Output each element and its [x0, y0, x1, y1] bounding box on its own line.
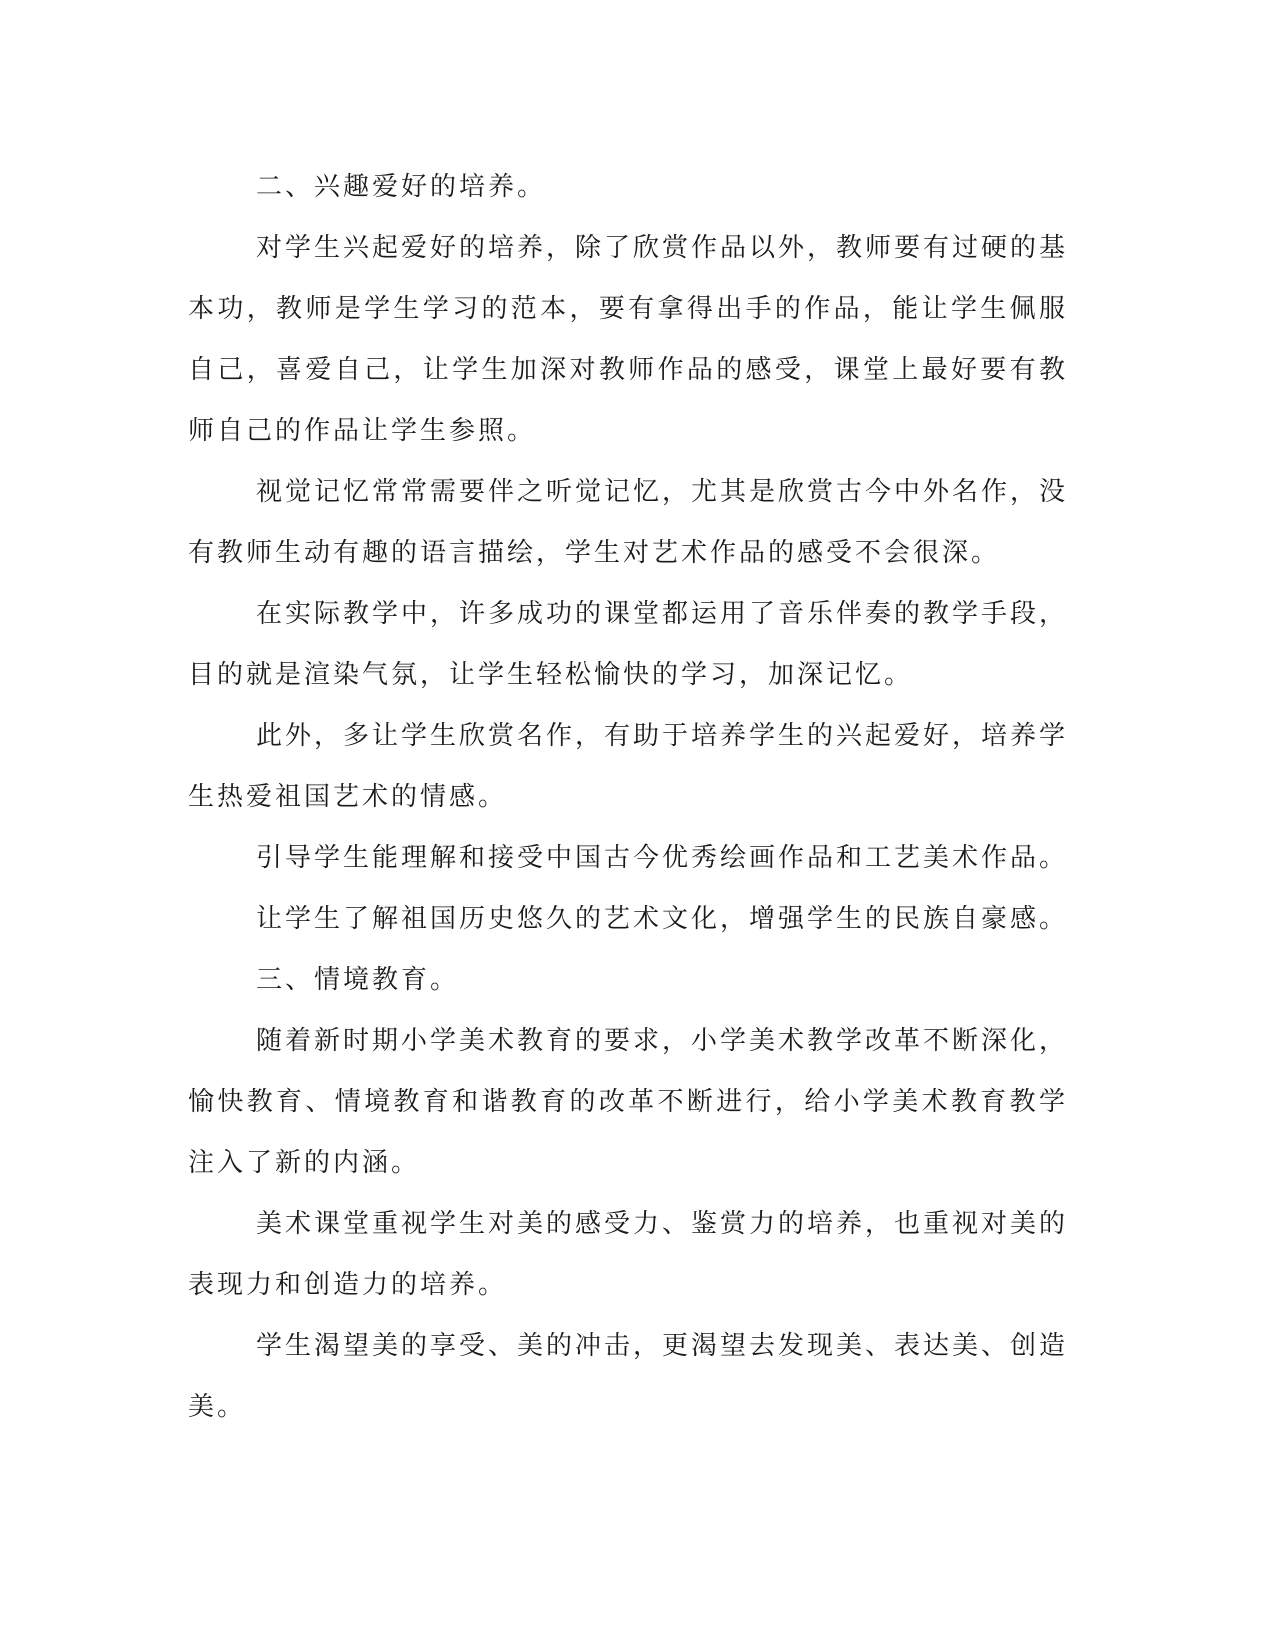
section-heading-situational: 三、情境教育。	[256, 965, 460, 995]
paragraph: 让学生了解祖国历史悠久的艺术文化，增强学生的民族自豪感。	[256, 904, 1069, 934]
document-body	[188, 157, 1068, 1438]
paragraph: 随着新时期小学美术教育的要求，小学美术教学改革不断深化，愉快教育、情境教育和谐教育的改革不断进行，给小学美术教育教学注入了新的内涵。	[188, 1026, 1069, 1178]
section-heading-interest: 二、兴趣爱好的培养。	[256, 172, 547, 202]
paragraph: 视觉记忆常常需要伴之听觉记忆，尤其是欣赏古今中外名作，没有教师生动有趣的语言描绘，学生对艺术作品的感受不会很深。	[188, 477, 1069, 568]
paragraph: 在实际教学中，许多成功的课堂都运用了音乐伴奏的教学手段，目的就是渲染气氛，让学生轻松愉快的学习，加深记忆。	[188, 599, 1069, 690]
paragraph: 学生渴望美的享受、美的冲击，更渴望去发现美、表达美、创造美。	[188, 1331, 1069, 1422]
paragraph: 对学生兴起爱好的培养，除了欣赏作品以外，教师要有过硬的基本功，教师是学生学习的范本，要有拿得出手的作品，能让学生佩服自己，喜爱自己，让学生加深对教师作品的感受，课堂上最好要有教师自己的作品让学生参照。	[188, 233, 1069, 446]
paragraph: 美术课堂重视学生对美的感受力、鉴赏力的培养，也重视对美的表现力和创造力的培养。	[188, 1209, 1069, 1300]
paragraph: 引导学生能理解和接受中国古今优秀绘画作品和工艺美术作品。	[256, 843, 1069, 873]
paragraph: 此外，多让学生欣赏名作，有助于培养学生的兴起爱好，培养学生热爱祖国艺术的情感。	[188, 721, 1069, 812]
